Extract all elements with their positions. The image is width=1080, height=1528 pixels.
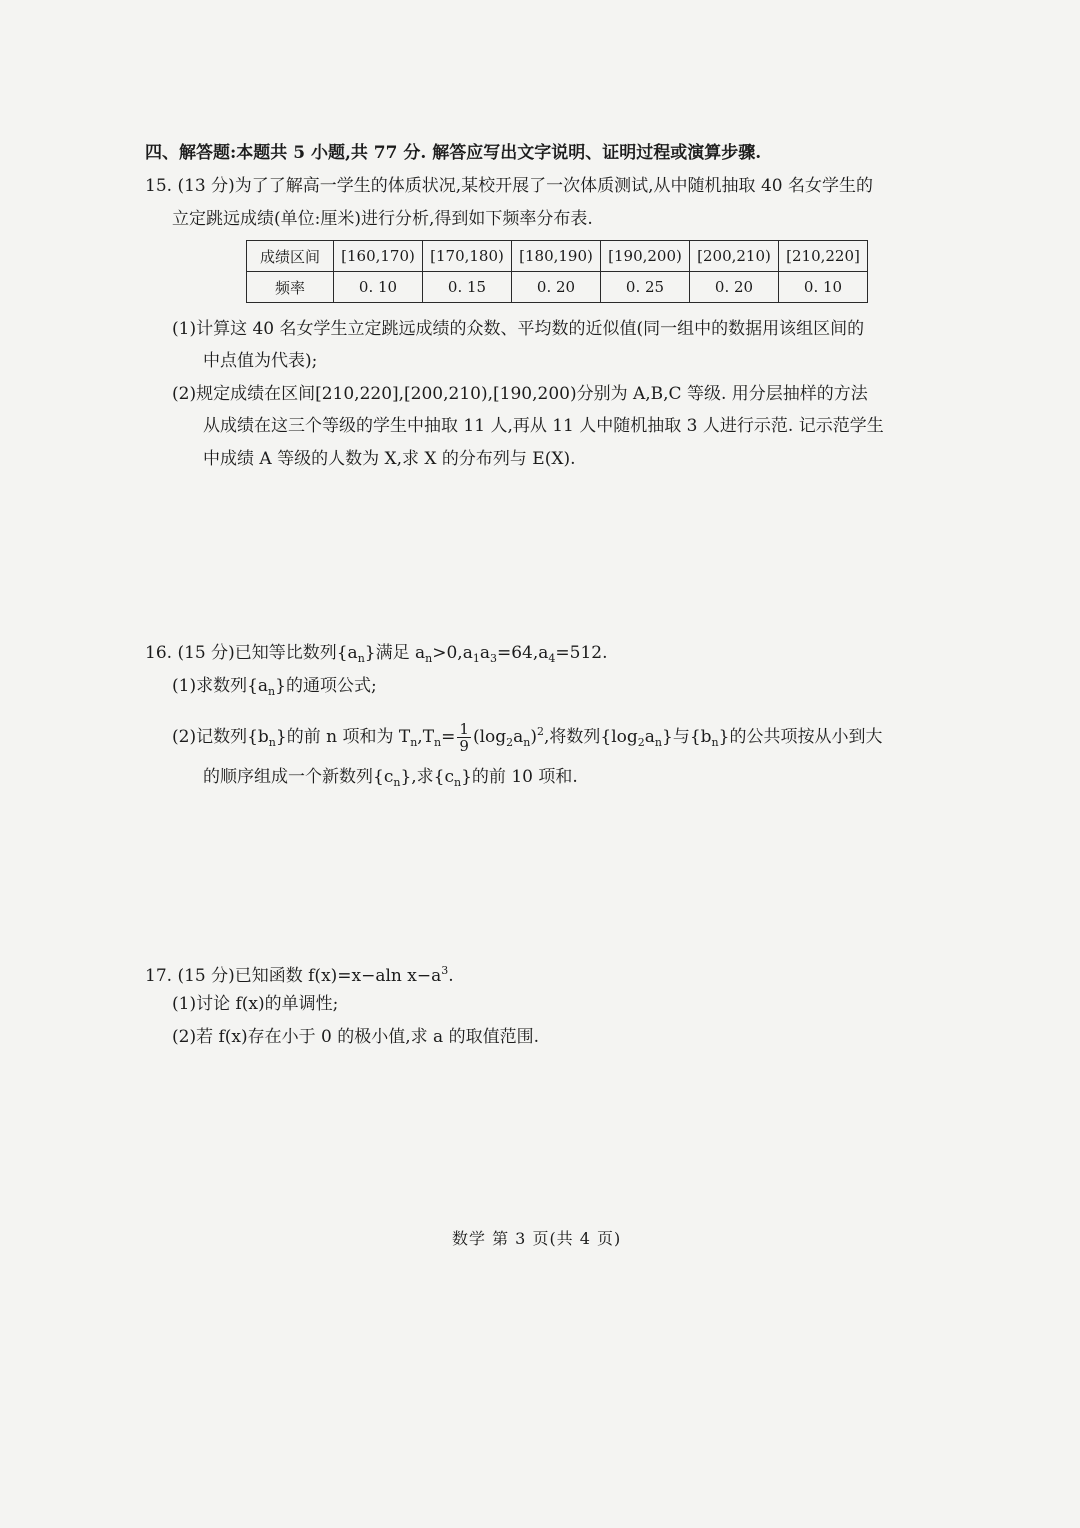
subscript: 2 <box>637 736 645 749</box>
text-segment: =64,a <box>497 643 549 663</box>
table-header-frequency: 频率 <box>247 272 334 303</box>
page-footer: 数学 第 3 页(共 4 页) <box>452 1229 622 1248</box>
table-cell: 0. 10 <box>334 272 423 303</box>
q17-line1 <box>145 960 454 987</box>
subscript: 3 <box>490 652 497 665</box>
text-segment: ,将数列{log <box>544 727 638 747</box>
subscript: 4 <box>548 652 556 665</box>
text-segment: ) <box>530 727 537 747</box>
q15-part2-line3: 中成绩 A 等级的人数为 X,求 X 的分布列与 E(X). <box>203 449 576 469</box>
text-segment: =512. <box>555 643 608 663</box>
subscript: n <box>654 736 663 749</box>
text-segment: },求{c <box>400 767 454 787</box>
table-row <box>247 272 868 303</box>
text-segment: a <box>479 643 490 663</box>
superscript: 3 <box>441 964 449 977</box>
text-segment: }与{b <box>662 727 712 747</box>
section-title: 四、解答题:本题共 5 小题,共 77 分. 解答应写出文字说明、证明过程或演算步骤. <box>145 143 762 163</box>
text-segment: }的公共项按从小到大 <box>718 727 883 747</box>
text-segment: a <box>513 727 524 747</box>
table-cell: 0. 10 <box>779 272 868 303</box>
q15-part2-line1: (2)规定成绩在区间[210,220],[200,210),[190,200)分别为 A,B,C 等级. 用分层抽样的方法 <box>172 384 868 404</box>
text-segment: 17. (15 分)已知函数 f(x)=x−aln x−a <box>145 966 442 986</box>
q16-part2-line1 <box>172 714 882 761</box>
table-row <box>247 241 868 272</box>
q17-part1: (1)讨论 f(x)的单调性; <box>172 994 339 1014</box>
table-cell: [160,170) <box>334 241 423 272</box>
q15-part1-line1: (1)计算这 40 名女学生立定跳远成绩的众数、平均数的近似值(同一组中的数据用该组区间的 <box>172 319 865 339</box>
subscript: n <box>434 736 442 749</box>
subscript: 2 <box>506 736 514 749</box>
text-segment: 16. (15 分)已知等比数列{a <box>145 643 358 663</box>
text-segment: 的顺序组成一个新数列{c <box>203 767 394 787</box>
subscript: n <box>425 652 433 665</box>
superscript: 2 <box>537 725 544 738</box>
subscript: n <box>711 736 719 749</box>
text-segment: (1)求数列{a <box>172 676 269 696</box>
table-cell: 0. 20 <box>690 272 779 303</box>
subscript: n <box>454 776 462 789</box>
q16-part1 <box>172 675 377 703</box>
table-cell: [180,190) <box>512 241 601 272</box>
text-segment: a <box>644 727 655 747</box>
subscript: n <box>393 776 401 789</box>
subscript: n <box>523 736 531 749</box>
frequency-table <box>246 240 868 303</box>
fraction-numerator: 1 <box>459 720 469 738</box>
table-cell: [190,200) <box>601 241 690 272</box>
text-segment: }的前 10 项和. <box>461 767 578 787</box>
table-cell: [170,180) <box>423 241 512 272</box>
table-header-interval: 成绩区间 <box>247 241 334 272</box>
subscript: n <box>410 736 418 749</box>
text-segment: = <box>441 727 456 747</box>
table-cell: [200,210) <box>690 241 779 272</box>
table-cell: 0. 25 <box>601 272 690 303</box>
text-segment: ,T <box>417 727 435 747</box>
q16-line1 <box>145 642 608 670</box>
subscript: n <box>268 736 276 749</box>
text-segment: . <box>448 966 454 986</box>
fraction <box>457 721 471 754</box>
table-cell: 0. 15 <box>423 272 512 303</box>
text-segment: (2)记数列{b <box>172 727 269 747</box>
subscript: n <box>268 685 276 698</box>
q15-part2-line2: 从成绩在这三个等级的学生中抽取 11 人,再从 11 人中随机抽取 3 人进行示范. 记示范学生 <box>203 416 884 436</box>
q15-line1: 15. (13 分)为了了解高一学生的体质状况,某校开展了一次体质测试,从中随机抽取 40 名女学生的 <box>145 176 873 196</box>
fraction-denominator: 9 <box>459 737 469 755</box>
q15-line2: 立定跳远成绩(单位:厘米)进行分析,得到如下频率分布表. <box>172 209 593 229</box>
text-segment: }的通项公式; <box>275 676 377 696</box>
text-segment: >0,a <box>432 643 473 663</box>
q17-part2: (2)若 f(x)存在小于 0 的极小值,求 a 的取值范围. <box>172 1027 540 1047</box>
text-segment: }满足 a <box>364 643 426 663</box>
subscript: n <box>357 652 365 665</box>
text-segment: (log <box>472 727 507 747</box>
q16-part2-line2 <box>203 766 578 794</box>
text-segment: }的前 n 项和为 T <box>275 727 411 747</box>
table-cell: [210,220] <box>779 241 868 272</box>
q15-part1-line2: 中点值为代表); <box>203 351 318 371</box>
table-cell: 0. 20 <box>512 272 601 303</box>
subscript: 1 <box>472 652 480 665</box>
